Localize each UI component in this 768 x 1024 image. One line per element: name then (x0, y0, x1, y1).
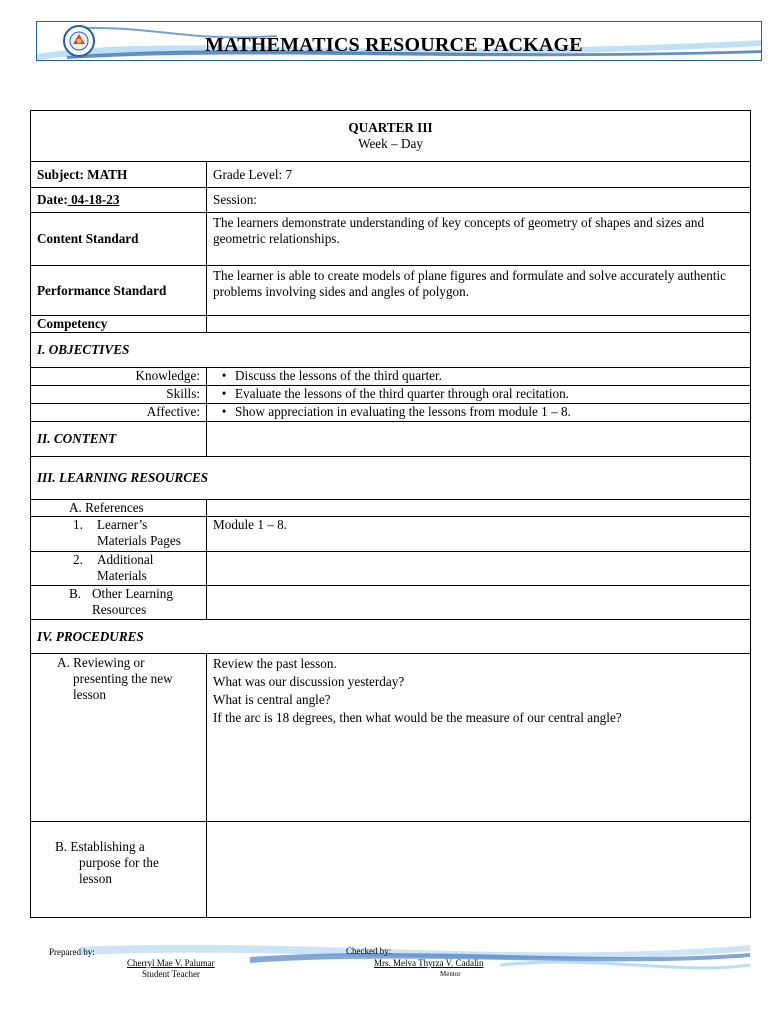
additional-materials-number: 2. (73, 552, 83, 567)
other-resources-row (31, 586, 751, 620)
bullet-icon: • (221, 368, 227, 383)
objectives-heading: I. OBJECTIVES (31, 333, 751, 368)
other-resources-label-2: Resources (92, 602, 147, 617)
content-heading: II. CONTENT (31, 422, 207, 457)
procedure-b-label-3: lesson (79, 871, 112, 886)
additional-materials-label-2: Materials (97, 568, 147, 583)
grade-level: Grade Level: 7 (207, 162, 751, 188)
additional-materials-label: Additional (97, 552, 154, 567)
content-heading-row (31, 422, 751, 457)
performance-standard-text: The learner is able to create models of plane figures and formulate and solve accurately authentic problems involving sides and angles of polygon. (207, 266, 751, 316)
date-label: Date: (37, 192, 68, 207)
learners-materials-number: 1. (73, 517, 83, 532)
references-row (31, 500, 751, 517)
learners-materials-label: Learner’s (97, 517, 148, 532)
objective-text: Show appreciation in evaluating the lessons from module 1 – 8. (235, 404, 571, 419)
deped-seal-logo (59, 24, 99, 58)
session-label: Session: (207, 188, 751, 213)
additional-materials-row (31, 552, 751, 586)
content-standard-row (31, 213, 751, 266)
footer (0, 935, 768, 995)
procedure-b-label-2: purpose for the (79, 855, 159, 870)
checker-name: Mrs. Melva Thyrza V. Cadalin (374, 958, 484, 968)
learners-materials-row (31, 517, 751, 552)
procedure-a-row (31, 654, 751, 822)
procedure-b-row (31, 822, 751, 918)
preparer-name: Cherryl Mae V. Palumar (127, 958, 215, 968)
prepared-by-label: Prepared by: (49, 947, 95, 957)
competency-label: Competency (31, 316, 207, 333)
procedure-a-label-3: lesson (73, 687, 106, 702)
bullet-icon: • (221, 404, 227, 419)
header-banner (36, 21, 762, 61)
preparer-role: Student Teacher (142, 969, 200, 979)
procedure-a-line: What is central angle? (213, 692, 331, 707)
subject-label: Subject: MATH (31, 162, 207, 188)
checker-role: Mentor (440, 970, 461, 978)
procedure-b-label: B. Establishing a (55, 839, 145, 854)
learners-materials-value: Module 1 – 8. (207, 517, 751, 552)
subject-row (31, 162, 751, 188)
objective-row (31, 386, 751, 404)
content-standard-text: The learners demonstrate understanding of key concepts of geometry of shapes and sizes and geometric relationships. (207, 213, 751, 266)
competency-row (31, 316, 751, 333)
objective-label: Skills: (31, 386, 207, 404)
lesson-plan-table (30, 110, 751, 918)
performance-standard-row (31, 266, 751, 316)
learners-materials-label-2: Materials Pages (97, 533, 181, 548)
date-value: 04-18-23 (67, 192, 120, 207)
procedure-a-line: If the arc is 18 degrees, then what would be the measure of our central angle? (213, 710, 622, 725)
procedures-heading-row (31, 620, 751, 654)
quarter-row (31, 111, 751, 162)
content-standard-label: Content Standard (31, 213, 207, 266)
checked-by-label: Checked by: (346, 946, 392, 956)
objective-text: Evaluate the lessons of the third quarter through oral recitation. (235, 386, 569, 401)
procedure-a-line: What was our discussion yesterday? (213, 674, 405, 689)
references-label: A. References (31, 500, 207, 517)
learning-resources-heading-row (31, 457, 751, 500)
date-cell (31, 188, 207, 213)
other-resources-letter: B. (69, 586, 82, 601)
procedure-a-label: A. Reviewing or (57, 655, 145, 670)
procedures-heading: IV. PROCEDURES (31, 620, 751, 654)
objective-label: Knowledge: (31, 368, 207, 386)
week-day-label: Week – Day (358, 136, 423, 151)
performance-standard-label: Performance Standard (31, 266, 207, 316)
objective-label: Affective: (31, 404, 207, 422)
quarter-title: QUARTER III (348, 120, 433, 135)
objectives-heading-row (31, 333, 751, 368)
date-row (31, 188, 751, 213)
procedure-a-label-2: presenting the new (73, 671, 173, 686)
objective-row (31, 404, 751, 422)
bullet-icon: • (221, 386, 227, 401)
objective-row (31, 368, 751, 386)
learning-resources-heading: III. LEARNING RESOURCES (31, 457, 751, 500)
procedure-a-line: Review the past lesson. (213, 656, 337, 671)
objective-text: Discuss the lessons of the third quarter. (235, 368, 442, 383)
page-title: MATHEMATICS RESOURCE PACKAGE (205, 34, 583, 56)
other-resources-label: Other Learning (92, 586, 173, 601)
